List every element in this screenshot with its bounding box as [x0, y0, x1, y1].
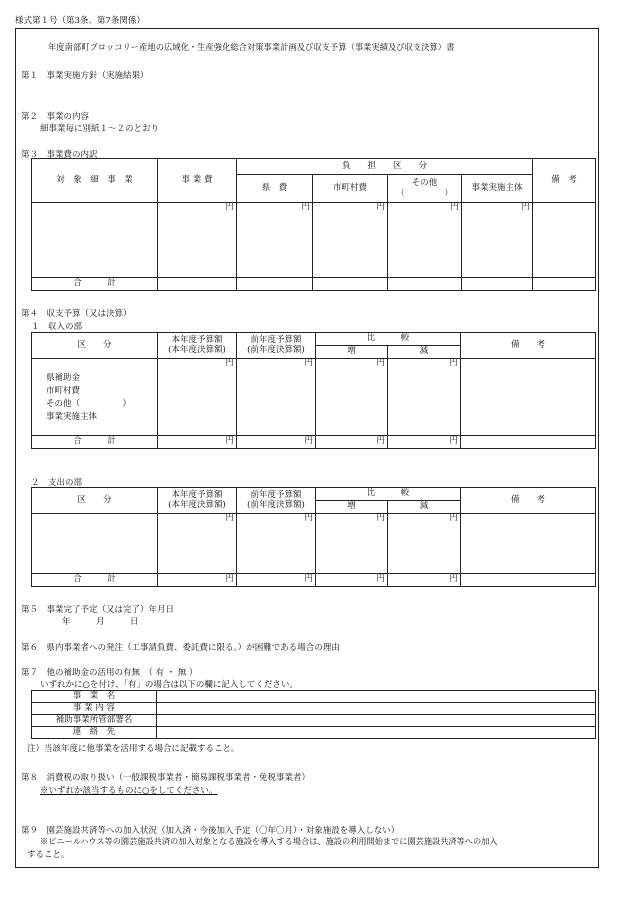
completion-date: 年 月 日 [62, 617, 139, 627]
expense-items-cell [32, 514, 158, 574]
header-target-project: 対 象 細 事 業 [32, 159, 158, 203]
total-previous-year: 円 [237, 574, 316, 587]
remarks-cell [461, 514, 596, 574]
income-table [31, 332, 596, 449]
header-this-year: 本年度予算額 (本年度決算額) [158, 333, 237, 359]
total-label: 合 計 [32, 278, 158, 291]
header-decrease: 減 [388, 346, 461, 359]
total-this-year: 円 [158, 574, 237, 587]
header-burden-category: 負 担 区 分 [237, 159, 533, 175]
row-project-content: 事 業 内 容 [32, 703, 157, 715]
income-subtitle: １ 収入の部 [31, 322, 83, 332]
header-category: 区 分 [32, 488, 158, 514]
header-remarks: 備 考 [533, 159, 596, 203]
expense-table [31, 487, 596, 587]
total-increase: 円 [316, 574, 388, 587]
header-project-cost: 事 業 費 [158, 159, 237, 203]
income-items: 県補助金 市町村費 その他（ ） 事業実施主体 [32, 359, 158, 436]
header-other: その他 （ ） [388, 175, 462, 203]
header-previous-year: 前年度予算額 (前年度決算額) [237, 333, 316, 359]
header-decrease: 減 [388, 501, 461, 514]
remarks-cell [533, 203, 596, 278]
header-municipal-cost: 市町村費 [313, 175, 388, 203]
total-previous-year: 円 [237, 436, 316, 449]
section-6-title: 第６ 県内事業者への発注（工事請負費、委託費に限る。）が困難である場合の理由 [21, 643, 340, 653]
header-this-year: 本年度予算額 (本年度決算額) [158, 488, 237, 514]
row-contact: 連 絡 先 [32, 727, 157, 739]
total-label: 合 計 [32, 574, 158, 587]
section-2-title: 第２ 事業の内容 [21, 112, 90, 122]
section-9-note-line1: ※ビニールハウス等の園芸施設共済の加入対象となる施設を導入する場合は、施設の利用開始までに園芸施設共済等への加入 [40, 836, 498, 846]
section-8-note: ※いずれか該当するものに○をしてください。 [40, 786, 218, 796]
municipal-cost-cell: 円 [313, 203, 388, 278]
section-7-title: 第７ 他の補助金の活用の有無 （ 有 ・ 無 ） [21, 668, 198, 678]
section-9-note-line2: すること。 [27, 850, 70, 860]
total-this-year: 円 [158, 436, 237, 449]
total-label: 合 計 [32, 436, 158, 449]
section-2-body: 細事業毎に別紙１～２のとおり [40, 124, 160, 134]
header-prefecture-cost: 県 費 [237, 175, 313, 203]
row-department: 補助事業所管部署名 [32, 715, 157, 727]
total-decrease: 円 [388, 436, 461, 449]
header-category: 区 分 [32, 333, 158, 359]
header-comparison: 比 較 [316, 488, 461, 501]
section-7-instruction: いずれかに○を付け、「有」の場合は以下の欄に記入してください。 [40, 680, 298, 690]
header-previous-year: 前年度予算額 (前年度決算額) [237, 488, 316, 514]
other-cost-cell: 円 [388, 203, 462, 278]
previous-year-cell: 円 [237, 359, 316, 436]
header-implementing-body: 事業実施主体 [462, 175, 533, 203]
form-number: 様式第１号（第3条、第7条関係） [15, 16, 145, 26]
remarks-cell [461, 359, 596, 436]
total-decrease: 円 [388, 574, 461, 587]
section-5-title: 第５ 事業完了予定（又は完了）年月日 [21, 605, 175, 615]
total-increase: 円 [316, 436, 388, 449]
section-3-title: 第３ 事業費の内訳 [21, 150, 98, 160]
section-8-title: 第８ 消費税の取り扱い（一般課税事業者・簡易課税事業者・免税事業者） [21, 773, 311, 783]
prefecture-cost-cell: 円 [237, 203, 313, 278]
header-remarks: 備 考 [461, 488, 596, 514]
section-9-title: 第９ 園芸施設共済等への加入状況（加入済・今後加入予定（〇年〇月）・対象施設を導入しない） [21, 826, 400, 836]
header-increase: 増 [316, 346, 388, 359]
implementing-body-cell: 円 [462, 203, 533, 278]
increase-cell: 円 [316, 359, 388, 436]
this-year-cell: 円 [158, 514, 237, 574]
other-subsidy-table [31, 690, 596, 739]
target-project-cell [32, 203, 158, 278]
decrease-cell: 円 [388, 359, 461, 436]
project-cost-cell: 円 [158, 203, 237, 278]
header-remarks: 備 考 [461, 333, 596, 359]
row-project-name: 事 業 名 [32, 691, 157, 703]
cost-breakdown-table [31, 158, 596, 291]
this-year-cell: 円 [158, 359, 237, 436]
decrease-cell: 円 [388, 514, 461, 574]
section-1-title: 第１ 事業実施方針（実施結果） [21, 71, 149, 81]
header-comparison: 比 較 [316, 333, 461, 346]
previous-year-cell: 円 [237, 514, 316, 574]
section-4-title: 第４ 収支予算（又は決算） [21, 309, 132, 319]
section-7-note: 注）当該年度に他事業を活用する場合に記載すること。 [27, 744, 240, 754]
expense-subtitle: ２ 支出の部 [31, 478, 83, 488]
header-increase: 増 [316, 501, 388, 514]
increase-cell: 円 [316, 514, 388, 574]
page-title: 年度南部町ブロッコリー産地の広域化・生産強化総合対策事業計画及び収支予算（事業実績及び収支決算）書 [48, 42, 455, 52]
